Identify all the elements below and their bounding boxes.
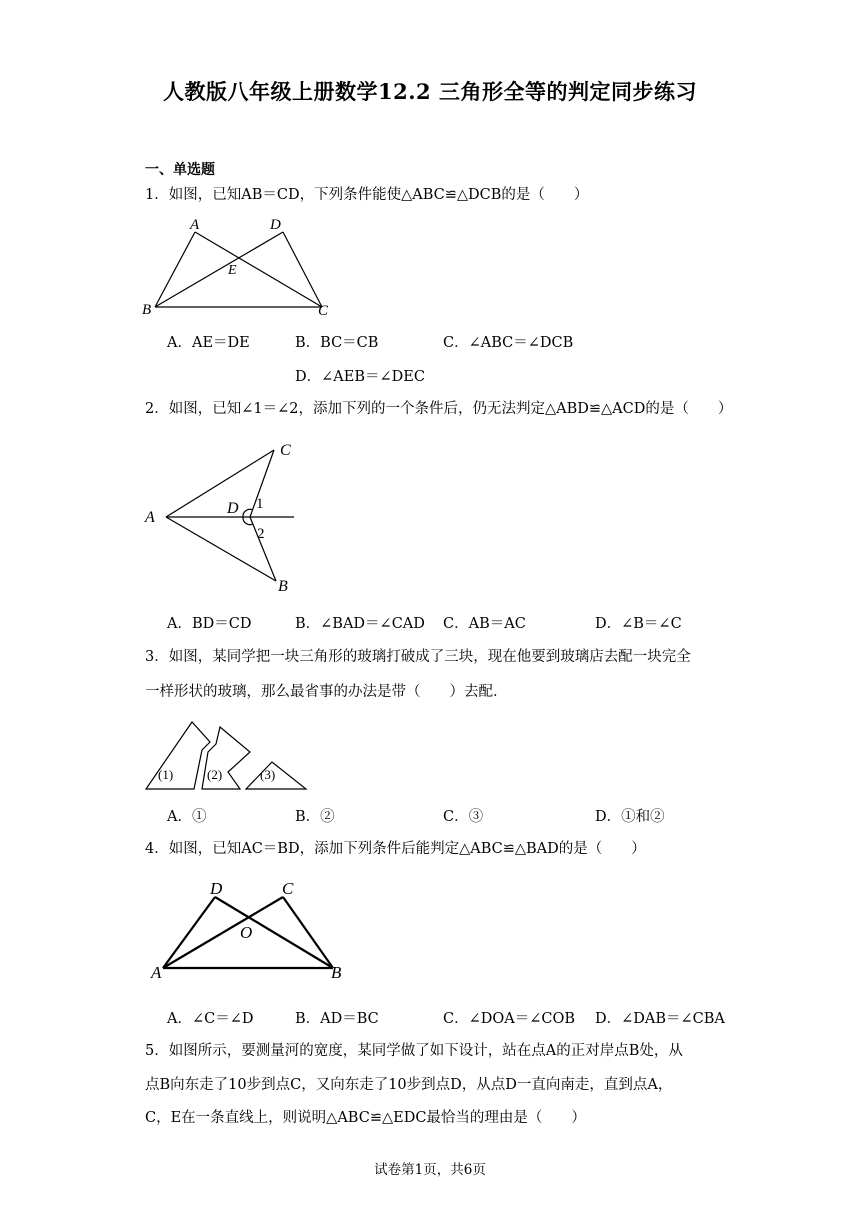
- page-title: 人教版八年级上册数学12.2 三角形全等的判定同步练习: [163, 79, 697, 104]
- fig3-label-1: (1): [158, 767, 174, 782]
- fig4-label-a: A: [151, 963, 162, 982]
- fig2-label-1: 1: [256, 496, 264, 512]
- question-1-option-d: D．∠AEB＝∠DEC: [295, 369, 425, 385]
- question-4-stem: 4．如图，已知AC＝BD，添加下列条件后能判定△ABC≌△BAD的是（ ）: [145, 841, 646, 857]
- fig2-label-d: D: [227, 500, 239, 517]
- fig2-label-b: B: [278, 578, 288, 595]
- question-4-option-c: C．∠DOA＝∠COB: [443, 1011, 576, 1027]
- fig1-label-e: E: [228, 263, 237, 278]
- question-4-option-b: B．AD＝BC: [295, 1011, 379, 1027]
- question-5-stem-line-1: 5．如图所示，要测量河的宽度，某同学做了如下设计，站在点A的正对岸点B处，从: [145, 1043, 683, 1059]
- fig2-label-a: A: [145, 509, 155, 526]
- question-4-figure: [145, 872, 355, 984]
- question-5-stem-line-2: 点B向东走了10步到点C，又向东走了10步到点D，从点D一直向南走，直到点A，: [145, 1077, 673, 1093]
- question-2-figure: [140, 433, 310, 598]
- fig3-label-2: (2): [207, 767, 223, 782]
- fig4-label-d: D: [210, 879, 223, 898]
- question-3-stem-line-1: 3．如图，某同学把一块三角形的玻璃打破成了三块，现在他要到玻璃店去配一块完全: [145, 649, 691, 665]
- question-1-option-a: A．AE＝DE: [167, 335, 250, 351]
- question-3-stem-line-2: 一样形状的玻璃，那么最省事的办法是带（ ）去配．: [145, 684, 508, 700]
- fig4-label-b: B: [331, 963, 342, 982]
- question-2-option-a: A．BD＝CD: [167, 616, 252, 632]
- question-3-option-b: B．②: [295, 809, 335, 825]
- question-4-option-a: A．∠C＝∠D: [167, 1011, 254, 1027]
- question-1-option-b: B．BC＝CB: [295, 335, 379, 351]
- fig4-label-c: C: [282, 879, 294, 898]
- fig4-label-o: O: [240, 923, 253, 942]
- question-1-stem: 1．如图，已知AB＝CD，下列条件能使△ABC≌△DCB的是（ ）: [145, 187, 589, 203]
- question-3-option-d: D．①和②: [595, 809, 665, 825]
- fig1-label-d: D: [270, 217, 281, 233]
- question-2-stem: 2．如图，已知∠1＝∠2，添加下列的一个条件后，仍无法判定△ABD≌△ACD的是（ ）: [145, 401, 733, 417]
- question-1-figure: [140, 212, 340, 322]
- page-footer: 试卷第1页，共6页: [374, 1162, 486, 1178]
- question-3-figure: [140, 712, 315, 794]
- section-heading: 一、单选题: [145, 162, 215, 178]
- fig1-label-c: C: [318, 303, 329, 319]
- question-1-option-c: C．∠ABC＝∠DCB: [443, 335, 574, 351]
- question-3-option-a: A．①: [167, 809, 207, 825]
- question-5-stem-line-3: C，E在一条直线上，则说明△ABC≌△EDC最恰当的理由是（ ）: [145, 1110, 586, 1126]
- question-3-option-c: C．③: [443, 809, 484, 825]
- fig3-label-3: (3): [260, 767, 276, 782]
- fig2-label-c: C: [280, 442, 291, 459]
- question-2-option-c: C．AB＝AC: [443, 616, 526, 632]
- fig1-label-b: B: [142, 302, 152, 318]
- fig2-label-2: 2: [257, 526, 265, 542]
- fig1-label-a: A: [190, 217, 200, 233]
- question-2-option-d: D．∠B＝∠C: [595, 616, 682, 632]
- question-2-option-b: B．∠BAD＝∠CAD: [295, 616, 425, 632]
- question-4-option-d: D．∠DAB＝∠CBA: [595, 1011, 725, 1027]
